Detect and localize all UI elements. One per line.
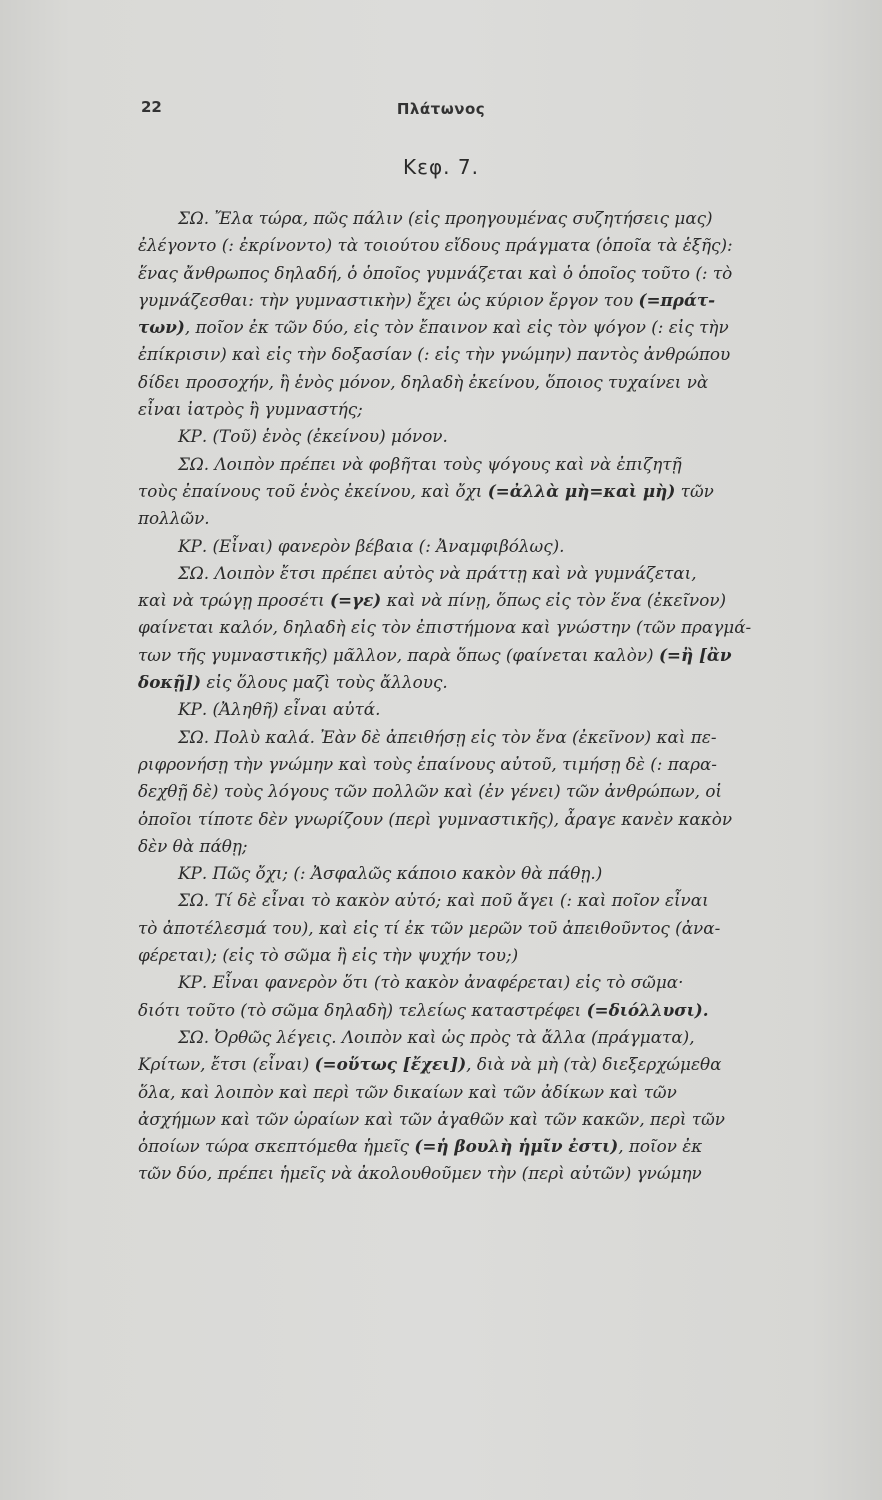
text-segment: ΣΩ. Πολὺ καλά. Ἐὰν δὲ ἀπειθήσῃ εἰς τὸν ἕνα (ἐκεῖνον) καὶ πε- bbox=[178, 726, 717, 747]
running-title: Πλάτωνος bbox=[396, 100, 486, 118]
text-line bbox=[138, 915, 850, 942]
text-segment: Κρίτων, ἔτσι (εἶναι) bbox=[138, 1054, 315, 1075]
text-segment: διότι τοῦτο (τὸ σῶμα δηλαδὴ) τελείως καταστρέφει bbox=[138, 999, 587, 1020]
gloss-bold: δοκῇ]) bbox=[138, 672, 202, 693]
text-line bbox=[138, 587, 850, 614]
text-line bbox=[138, 396, 850, 423]
text-segment: ΚΡ. (Εἶναι) φανερὸν βέβαια (: Ἀναμφιβόλως). bbox=[178, 535, 565, 556]
text-line bbox=[138, 205, 850, 232]
text-line bbox=[138, 287, 850, 314]
text-line bbox=[138, 997, 850, 1024]
text-line bbox=[138, 260, 850, 287]
chapter-heading: Κεφ. 7. bbox=[403, 155, 479, 179]
text-segment: φαίνεται καλόν, δηλαδὴ εἰς τὸν ἐπιστήμονα καὶ γνώστην (τῶν πραγμά- bbox=[138, 617, 752, 638]
text-segment: ΣΩ. Τί δὲ εἶναι τὸ κακὸν αὐτό; καὶ ποῦ ἄγει (: καὶ ποῖον εἶναι bbox=[178, 890, 709, 911]
text-line bbox=[138, 505, 850, 532]
text-line bbox=[138, 369, 850, 396]
text-line bbox=[138, 533, 850, 560]
gloss-bold: (=πράτ- bbox=[638, 289, 716, 310]
text-segment: ΚΡ. Εἶναι φανερὸν ὅτι (τὸ κακὸν ἀναφέρεται) εἰς τὸ σῶμα· bbox=[178, 972, 684, 993]
text-line bbox=[138, 314, 850, 341]
text-line bbox=[138, 232, 850, 259]
gloss-bold: (=γε) bbox=[330, 590, 382, 611]
text-segment: τῶν bbox=[675, 480, 714, 501]
text-line bbox=[138, 1106, 850, 1133]
text-segment: των τῆς γυμναστικῆς) μᾶλλον, παρὰ ὅπως (φαίνεται καλὸν) bbox=[138, 644, 659, 665]
text-segment: , διὰ νὰ μὴ (τὰ) διεξερχώμεθα bbox=[466, 1054, 722, 1075]
text-segment: εἶναι ἰατρὸς ἢ γυμναστής; bbox=[138, 399, 363, 420]
text-segment: φέρεται); (εἰς τὸ σῶμα ἢ εἰς τὴν ψυχήν του;) bbox=[138, 945, 519, 966]
text-segment: ΚΡ. (Τοῦ) ἑνὸς (ἐκείνου) μόνον. bbox=[178, 426, 448, 447]
gloss-bold: (=ἢ [ἂν bbox=[658, 644, 732, 665]
text-line bbox=[138, 1024, 850, 1051]
text-segment: , ποῖον ἐκ bbox=[618, 1136, 703, 1157]
text-segment: εἰς ὅλους μαζὶ τοὺς ἄλλους. bbox=[201, 672, 448, 693]
text-segment: τὸ ἀποτέλεσμά του), καὶ εἰς τί ἐκ τῶν μερῶν τοῦ ἀπειθοῦντος (ἀνα- bbox=[138, 917, 721, 938]
text-line bbox=[138, 806, 850, 833]
text-segment: ὁποῖοι τίποτε δὲν γνωρίζουν (περὶ γυμναστικῆς), ἆραγε κανὲν κακὸν bbox=[138, 808, 733, 829]
text-line bbox=[138, 560, 850, 587]
text-line bbox=[138, 887, 850, 914]
text-line bbox=[138, 642, 850, 669]
text-line bbox=[138, 942, 850, 969]
text-segment: ὅλα, καὶ λοιπὸν καὶ περὶ τῶν δικαίων καὶ τῶν ἀδίκων καὶ τῶν bbox=[138, 1081, 677, 1102]
text-line bbox=[138, 478, 850, 505]
text-line bbox=[138, 1133, 850, 1160]
text-line bbox=[138, 451, 850, 478]
text-line bbox=[138, 860, 850, 887]
text-line bbox=[138, 1079, 850, 1106]
text-segment: ἀσχήμων καὶ τῶν ὡραίων καὶ τῶν ἀγαθῶν καὶ τῶν κακῶν, περὶ τῶν bbox=[138, 1108, 725, 1129]
text-line bbox=[138, 833, 850, 860]
text-segment: γυμνάζεσθαι: τὴν γυμναστικὴν) ἔχει ὡς κύριον ἔργον του bbox=[138, 289, 639, 310]
text-segment: δίδει προσοχήν, ἢ ἑνὸς μόνον, δηλαδὴ ἐκείνου, ὅποιος τυχαίνει νὰ bbox=[138, 371, 709, 392]
gloss-bold: των) bbox=[138, 317, 185, 338]
gloss-bold: (=ἡ βουλὴ ἡμῖν ἐστι) bbox=[414, 1136, 619, 1157]
text-segment: ΣΩ. Λοιπὸν ἔτσι πρέπει αὐτὸς νὰ πράττῃ καὶ νὰ γυμνάζεται, bbox=[178, 562, 697, 583]
text-segment: δεχθῇ δὲ) τοὺς λόγους τῶν πολλῶν καὶ (ἐν γένει) τῶν ἀνθρώπων, οἱ bbox=[138, 781, 723, 802]
text-segment: ΚΡ. (Ἀληθῆ) εἶναι αὐτά. bbox=[178, 699, 381, 720]
page-number: 22 bbox=[141, 98, 162, 116]
text-line bbox=[138, 696, 850, 723]
text-segment: καὶ νὰ πίνῃ, ὅπως εἰς τὸν ἕνα (ἐκεῖνον) bbox=[381, 590, 727, 611]
text-segment: τῶν δύο, πρέπει ἡμεῖς νὰ ἀκολουθοῦμεν τὴν (περὶ αὐτῶν) γνώμην bbox=[138, 1163, 702, 1184]
text-segment: ἐπίκρισιν) καὶ εἰς τὴν δοξασίαν (: εἰς τὴν γνώμην) παντὸς ἀνθρώπου bbox=[138, 344, 731, 365]
text-line bbox=[138, 669, 850, 696]
text-segment: ΣΩ. Ὀρθῶς λέγεις. Λοιπὸν καὶ ὡς πρὸς τὰ ἄλλα (πράγματα), bbox=[178, 1026, 695, 1047]
text-line bbox=[138, 778, 850, 805]
text-segment: , ποῖον ἐκ τῶν δύο, εἰς τὸν ἔπαινον καὶ εἰς τὸν ψόγον (: εἰς τὴν bbox=[184, 317, 729, 338]
text-line bbox=[138, 341, 850, 368]
text-segment: τοὺς ἐπαίνους τοῦ ἑνὸς ἐκείνου, καὶ ὄχι bbox=[138, 480, 488, 501]
text-line bbox=[138, 969, 850, 996]
text-segment: ὁποίων τώρα σκεπτόμεθα ἡμεῖς bbox=[138, 1136, 415, 1157]
text-segment: ΚΡ. Πῶς ὄχι; (: Ἀσφαλῶς κάποιο κακὸν θὰ πάθῃ.) bbox=[178, 863, 603, 884]
text-line bbox=[138, 751, 850, 778]
text-line bbox=[138, 423, 850, 450]
text-segment: ΣΩ. Λοιπὸν πρέπει νὰ φοβῆται τοὺς ψόγους καὶ νὰ ἐπιζητῇ bbox=[178, 453, 682, 474]
gloss-bold: (=οὕτως [ἔχει]) bbox=[314, 1054, 467, 1075]
text-segment: καὶ νὰ τρώγῃ προσέτι bbox=[138, 590, 331, 611]
text-segment: ἐλέγοντο (: ἐκρίνοντο) τὰ τοιούτου εἴδους πράγματα (ὁποῖα τὰ ἑξῆς): bbox=[138, 235, 733, 256]
gloss-bold: (=ἀλλὰ μὴ=καὶ μὴ) bbox=[487, 480, 676, 501]
dialogue-text bbox=[138, 205, 850, 1188]
text-segment: δὲν θὰ πάθῃ; bbox=[138, 835, 248, 856]
text-line bbox=[138, 614, 850, 641]
text-segment: ΣΩ. Ἔλα τώρα, πῶς πάλιν (εἰς προηγουμένας συζητήσεις μας) bbox=[178, 208, 713, 228]
gloss-bold: (=διόλλυσι). bbox=[586, 999, 709, 1020]
text-segment: ριφρονήσῃ τὴν γνώμην καὶ τοὺς ἐπαίνους αὐτοῦ, τιμήσῃ δὲ (: παρα- bbox=[138, 753, 717, 774]
text-segment: ἕνας ἄνθρωπος δηλαδή, ὁ ὁποῖος γυμνάζεται καὶ ὁ ὁποῖος τοῦτο (: τὸ bbox=[138, 262, 733, 283]
text-segment: πολλῶν. bbox=[138, 508, 210, 529]
text-line bbox=[138, 1160, 850, 1187]
text-line bbox=[138, 724, 850, 751]
text-line bbox=[138, 1051, 850, 1078]
